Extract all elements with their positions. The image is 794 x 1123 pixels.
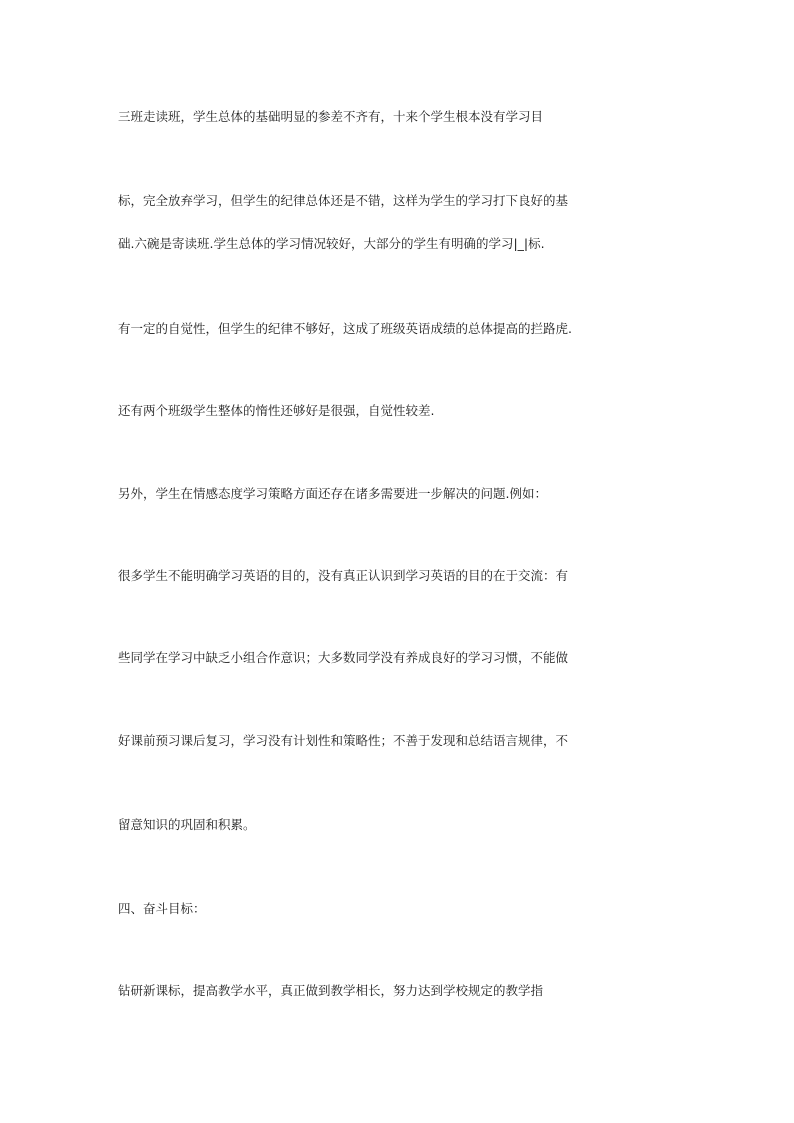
paragraph-line-4: 有一定的自觉性，但学生的纪律不够好，这成了班级英语成绩的总体提高的拦路虎.	[118, 321, 572, 336]
paragraph-line-6: 另外，学生在情感态度学习策略方面还存在诸多需要进一步解决的问题.例如：	[118, 486, 547, 501]
paragraph-line-10: 留意知识的巩固和积累。	[118, 817, 256, 832]
paragraph-line-12: 钻研新课标，提高教学水平，真正做到教学相长，努力达到学校规定的教学指	[118, 983, 544, 998]
paragraph-line-1: 三班走读班，学生总体的基础明显的参差不齐有，十来个学生根本没有学习目	[118, 109, 544, 124]
paragraph-line-7: 很多学生不能明确学习英语的目的，没有真正认识到学习英语的目的在于交流：有	[118, 568, 569, 583]
paragraph-line-2: 标，完全放弃学习，但学生的纪律总体还是不错，这样为学生的学习打下良好的基	[118, 193, 569, 208]
section-heading: 四、奋斗目标：	[118, 901, 206, 916]
paragraph-line-5: 还有两个班级学生整体的惰性还够好是很强，自觉性较差.	[118, 403, 435, 418]
paragraph-line-9: 好课前预习课后复习，学习没有计划性和策略性；不善于发现和总结语言规律，不	[118, 733, 569, 748]
paragraph-line-3: 础.六碗是寄读班.学生总体的学习情况较好，大部分的学生有明确的学习|_|标.	[118, 236, 545, 251]
paragraph-line-8: 些同学在学习中缺乏小组合作意识；大多数同学没有养成良好的学习习惯，不能做	[118, 650, 569, 665]
